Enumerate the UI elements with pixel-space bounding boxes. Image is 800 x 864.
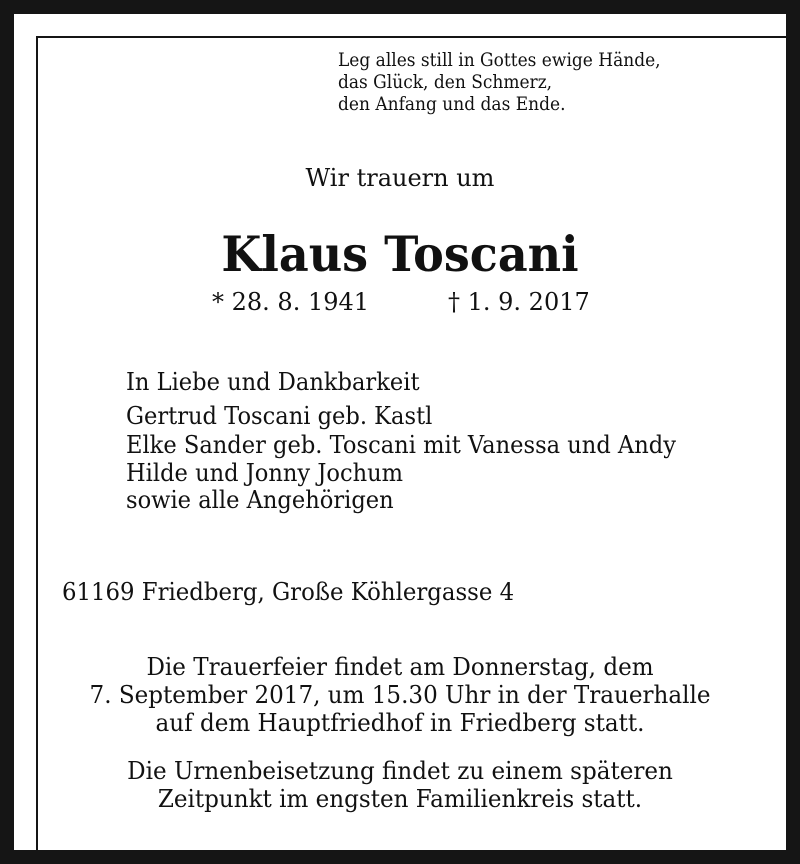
birth-date: * 28. 8. 1941 xyxy=(212,288,370,316)
mourning-intro: Wir trauern um xyxy=(305,164,495,192)
deceased-name: Klaus Toscani xyxy=(221,225,579,283)
family-line-3: Elke Sander geb. Toscani mit Vanessa und Andy xyxy=(126,431,676,459)
family-line-4: Hilde und Jonny Jochum xyxy=(126,459,404,487)
service-line-1: Die Trauerfeier findet am Donnerstag, dem xyxy=(146,653,654,681)
verse-line-3: den Anfang und das Ende. xyxy=(338,94,566,115)
burial-line-2: Zeitpunkt im engsten Familienkreis statt. xyxy=(157,785,643,813)
death-date: † 1. 9. 2017 xyxy=(448,288,590,316)
family-line-1: In Liebe und Dankbarkeit xyxy=(126,368,420,396)
service-line-2: 7. September 2017, um 15.30 Uhr in der Trauerhalle xyxy=(89,681,711,709)
family-line-5: sowie alle Angehörigen xyxy=(126,486,394,514)
service-line-3: auf dem Hauptfriedhof in Friedberg statt. xyxy=(155,709,645,737)
burial-line-1: Die Urnenbeisetzung findet zu einem späteren xyxy=(127,757,673,785)
family-line-2: Gertrud Toscani geb. Kastl xyxy=(126,402,433,430)
address: 61169 Friedberg, Große Köhlergasse 4 xyxy=(62,578,515,606)
verse-line-2: das Glück, den Schmerz, xyxy=(338,72,553,93)
verse-line-1: Leg alles still in Gottes ewige Hände, xyxy=(338,50,661,71)
